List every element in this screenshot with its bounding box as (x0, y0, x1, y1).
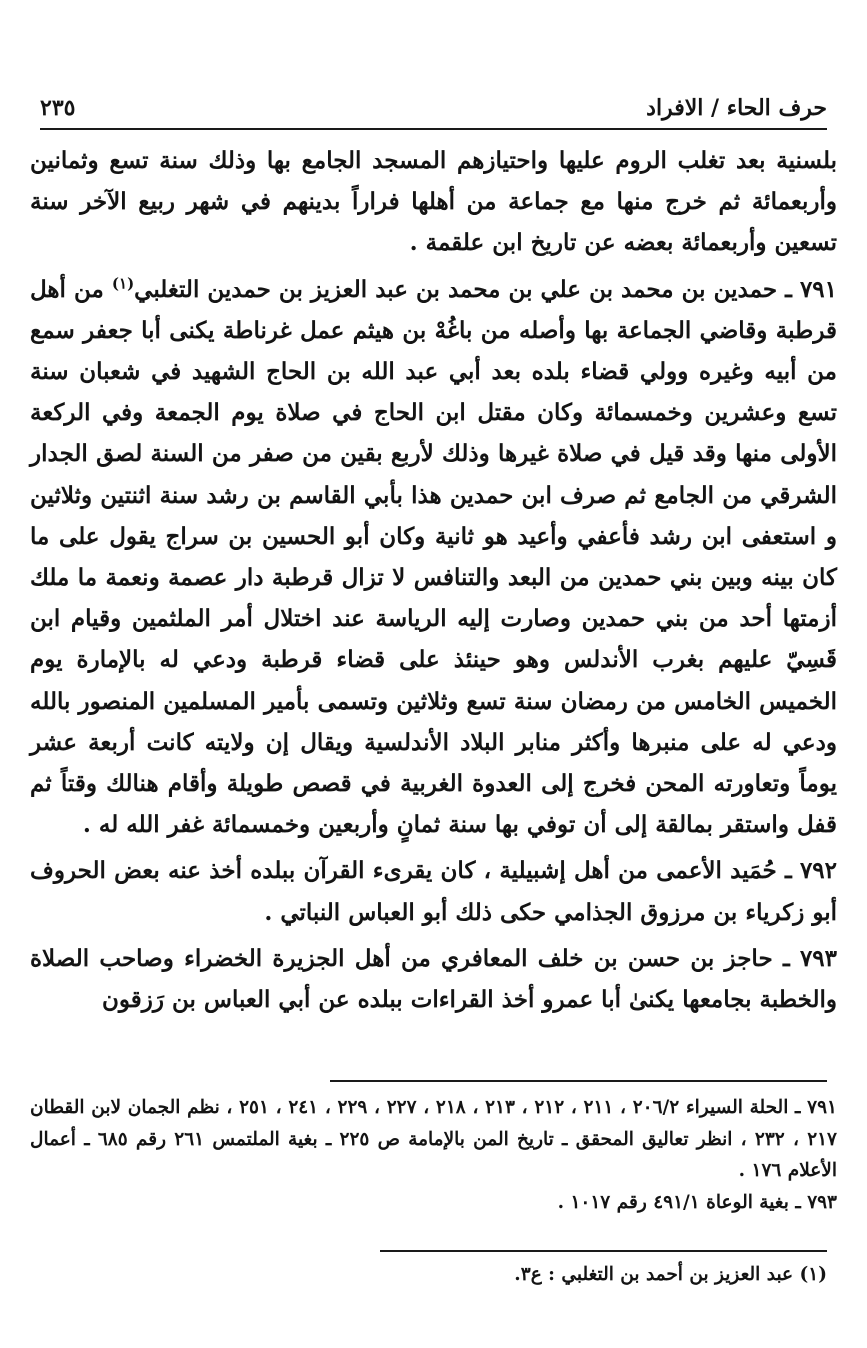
running-head (40, 88, 827, 130)
main-text (30, 140, 837, 1025)
source-notes (30, 1092, 837, 1218)
page-number: ٢٣٥ (40, 95, 76, 121)
entry-793 (30, 938, 837, 1020)
notes-divider (330, 1080, 827, 1082)
entry-number: ٧٩٣ ـ (782, 944, 837, 972)
entry-791 (30, 269, 837, 846)
footnote-text: (١) عبد العزيز بن أحمد بن التغلبي : ع٣. (514, 1264, 827, 1285)
entry-text: من أهل قرطبة وقاضي الجماعة بها وأصله من باغُهْ بن هيثم عمل غرناطة يكنى أبا جعفر سمع من أبيه وغيره وولي قضاء بلده بعد أبي عبد الله بن الحاج الشهيد في شعبان سنة تسع وعشرين وخمسمائة وكان مقتل ابن الحاج في صلاة يوم الجمعة وفي الركعة الأولى منها وقد قيل في صلاة غيرها وذلك لأربع بقين من صفر من السنة لصق الجدار الشرقي من الجامع ثم صرف ابن حمدين هذا بأبي القاسم بن رشد سنة اثنتين وثلاثين و استعفى ابن رشد فأعفي وأعيد هو ثانية وكان أبو الحسين بن سراج يقول على ما كان بينه وبين بني حمدين من البعد والتنافس لا تزال قرطبة دار عصمة ونعمة ما ملك أزمتها أحد من بني حمدين وصارت إليه الرياسة عند اختلال أمر الملثمين وقيام ابن قَسِيّ عليهم بغرب الأندلس وهو حينئذ على قضاء قرطبة ودعي له بالإمارة يوم الخميس الخامس من رمضان سنة تسع وثلاثين وتسمى بأمير المسلمين المنصور بالله ودعي له على منبرها وأكثر منابر البلاد الأندلسية ويقال إن ولايته كانت أربعة عشر يوماً وتعاورته المحن فخرج إلى العدوة الغربية في قصص طويلة وأقام هنالك وقتاً ثم قفل واستقر بمالقة إلى أن توفي بها سنة ثمانٍ وأربعين وخمسمائة غفر الله له . (30, 275, 837, 839)
source-note: ٧٩١ ـ الحلة السيراء ٢٠٦/٢ ، ٢١١ ، ٢١٢ ، ٢١٣ ، ٢١٨ ، ٢٢٧ ، ٢٢٩ ، ٢٤١ ، ٢٥١ ، نظم الجمان لابن القطان ٢١٧ ، ٢٣٢ ، انظر تعاليق المحقق ـ تاريخ المن بالإمامة ص ٢٢٥ ـ بغية الملتمس ٢٦١ رقم ٦٨٥ ـ أعمال الأعلام ١٧٦ . (30, 1097, 837, 1181)
entry-lead: حمدين بن محمد بن علي بن محمد بن عبد العزيز بن حمدين التغلبي (134, 275, 778, 303)
continuation-paragraph: بلسنية بعد تغلب الروم عليها واحتيازهم المسجد الجامع بها وذلك سنة تسع وثمانين وأربعمائة ثم خرج منها مع جماعة من أهلها فراراً بدينهم في شهر ربيع الآخر سنة تسعين وأربعمائة بعضه عن تاريخ ابن علقمة . (30, 147, 837, 257)
entry-number: ٧٩١ ـ (785, 275, 838, 303)
entry-lead: حاجز بن حسن بن خلف المعافري من أهل الجزيرة الخضراء (184, 944, 773, 972)
entry-text: وصاحب الصلاة والخطبة بجامعها يكنىٰ أبا عمرو أخذ القراءات ببلده عن أبي العباس بن رَزقون (30, 944, 837, 1014)
footnote (300, 1260, 827, 1290)
running-head-title: حرف الحاء / الافراد (646, 95, 827, 121)
entry-lead: حُمَيد الأعمى من أهل إشبيلية ، (483, 857, 777, 885)
entry-text: كان يقرىء القرآن ببلده أخذ عنه بعض الحروف أبو زكرياء بن مرزوق الجذامي حكى ذلك أبو العباس النباتي . (30, 857, 837, 926)
entry-number: ٧٩٢ ـ (784, 857, 837, 885)
source-note: ٧٩٣ ـ بغية الوعاة ٤٩١/١ رقم ١٠١٧ . (557, 1191, 837, 1213)
footnote-marker: (١) (111, 273, 135, 292)
entry-792 (30, 850, 837, 932)
footnote-divider (380, 1250, 827, 1252)
